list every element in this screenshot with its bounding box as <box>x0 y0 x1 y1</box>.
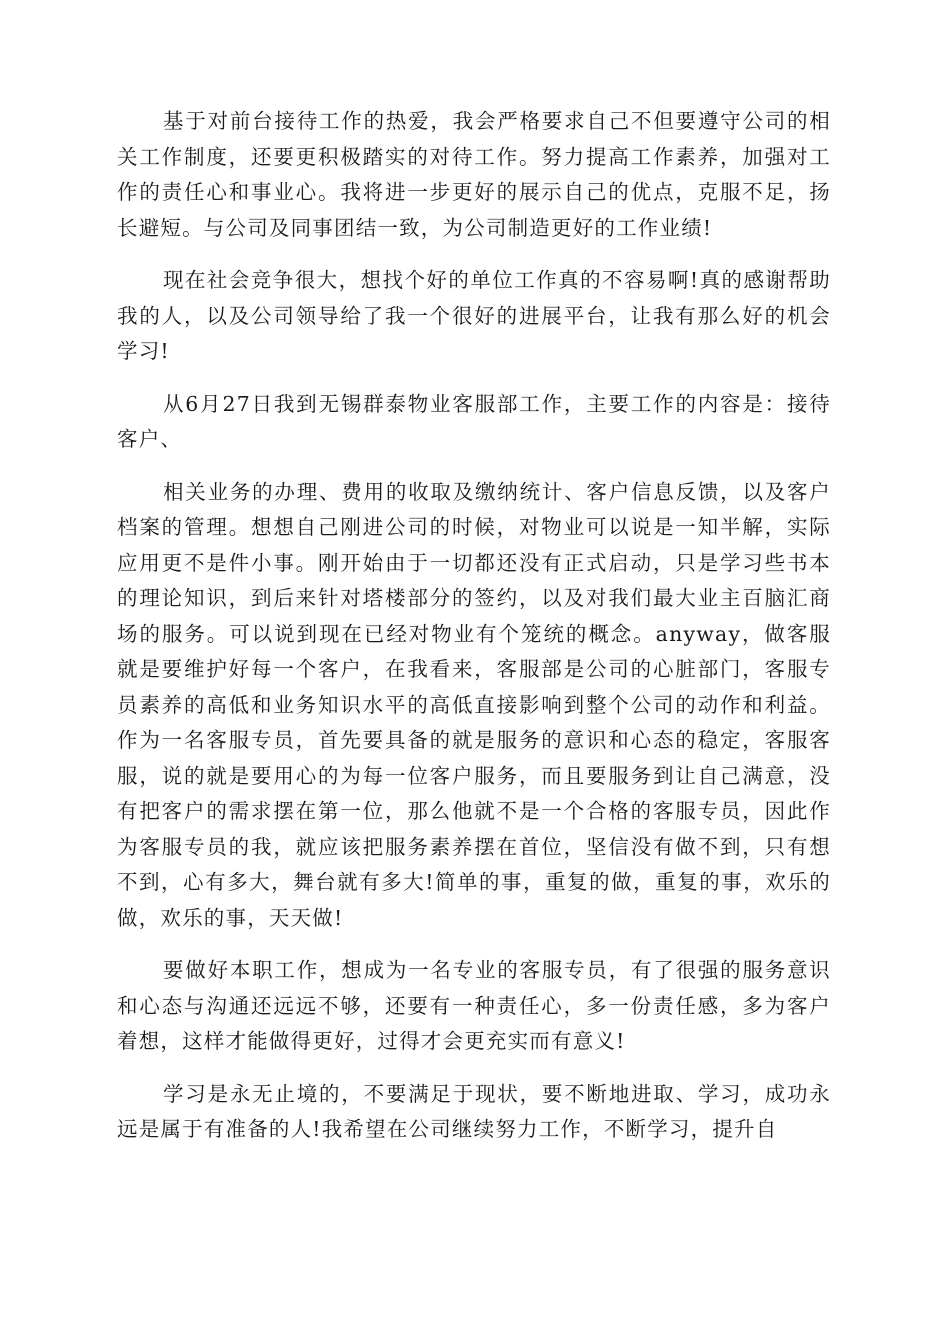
paragraph: 从6月27日我到无锡群泰物业客服部工作，主要工作的内容是：接待客户、 <box>117 391 831 451</box>
paragraph: 相关业务的办理、费用的收取及缴纳统计、客户信息反馈，以及客户档案的管理。想想自己刚进公司的时候，对物业可以说是一知半解，实际应用更不是件小事。刚开始由于一切都还没有正式启动，只是学习些书本的理论知识，到后来针对塔楼部分的签约，以及对我们最大业主百脑汇商场的服务。可以说到现在已经对物业有个笼统的概念。anyway，做客服就是要维护好每一个客户，在我看来，客服部是公司的心脏部门，客服专员素养的高低和业务知识水平的高低直接影响到整个公司的动作和利益。作为一名客服专员，首先要具备的就是服务的意识和心态的稳定，客服客服，说的就是要用心的为每一位客户服务，而且要服务到让自己满意，没有把客户的需求摆在第一位，那么他就不是一个合格的客服专员，因此作为客服专员的我，就应该把服务素养摆在首位，坚信没有做不到，只有想不到，心有多大，舞台就有多大!简单的事，重复的做，重复的事，欢乐的做，欢乐的事，天天做! <box>117 479 831 930</box>
paragraph: 基于对前台接待工作的热爱，我会严格要求自己不但要遵守公司的相关工作制度，还要更积极踏实的对待工作。努力提高工作素养，加强对工作的责任心和事业心。我将进一步更好的展示自己的优点，克服不足，扬长避短。与公司及同事团结一致，为公司制造更好的工作业绩! <box>117 109 831 240</box>
paragraph: 要做好本职工作，想成为一名专业的客服专员，有了很强的服务意识和心态与沟通还远远不够，还要有一种责任心，多一份责任感，多为客户着想，这样才能做得更好，过得才会更充实而有意义! <box>117 958 831 1053</box>
paragraph: 学习是永无止境的，不要满足于现状，要不断地进取、学习，成功永远是属于有准备的人!我希望在公司继续努力工作，不断学习，提升自 <box>117 1081 831 1141</box>
document-body <box>117 104 831 1165</box>
paragraph: 现在社会竞争很大，想找个好的单位工作真的不容易啊!真的感谢帮助我的人，以及公司领导给了我一个很好的进展平台，让我有那么好的机会学习! <box>117 268 831 363</box>
